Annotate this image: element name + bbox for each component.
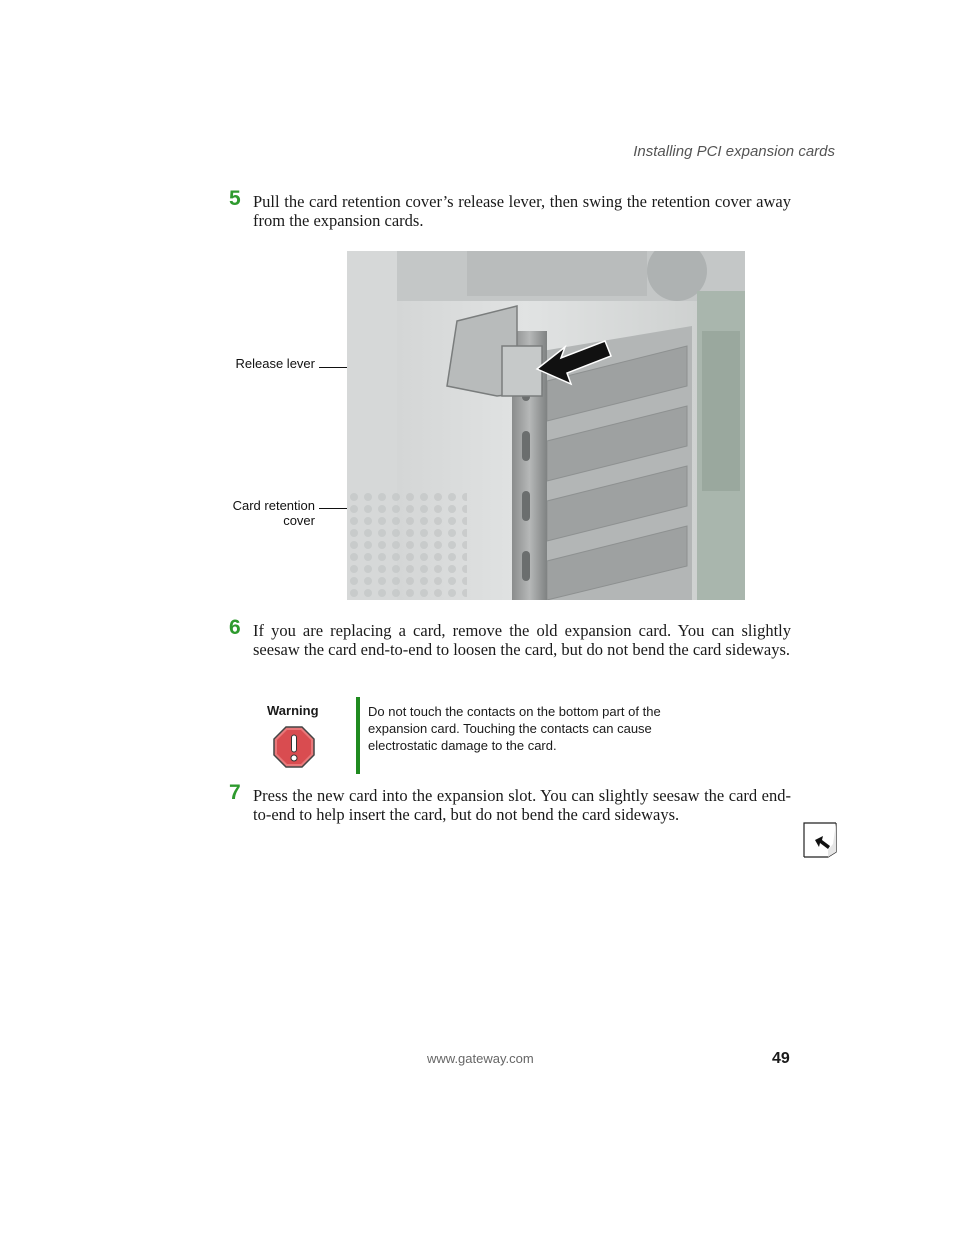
callout-card-retention-cover (200, 498, 315, 528)
running-head: Installing PCI expansion cards (633, 143, 835, 160)
expansion-card-photo (347, 251, 745, 600)
step-5-text: Pull the card retention cover’s release lever, then swing the retention cover away from the expansion cards. (253, 192, 791, 230)
continued-page-icon (803, 822, 837, 858)
callout-line-2: cover (283, 513, 315, 528)
footer-url: www.gateway.com (427, 1051, 534, 1066)
step-number-6: 6 (229, 616, 241, 639)
step-number-7: 7 (229, 781, 241, 804)
step-6-text: If you are replacing a card, remove the old expansion card. You can slightly seesaw the card end-to-end to loosen the card, but do not bend the card sideways. (253, 621, 791, 659)
page-number: 49 (772, 1050, 790, 1067)
warning-title: Warning (267, 703, 319, 718)
warning-text: Do not touch the contacts on the bottom part of the expansion card. Touching the contacts can cause electrostatic damage to the card. (368, 704, 661, 753)
warning-octagon-icon (273, 726, 315, 768)
callout-line-1: Card retention (232, 498, 315, 513)
step-number-5: 5 (229, 187, 241, 210)
warning-divider-bar (356, 697, 360, 774)
step-7-text: Press the new card into the expansion slot. You can slightly seesaw the card end-to-end to help insert the card, but do not bend the card sideways. (253, 786, 791, 824)
callout-release-lever: Release lever (235, 356, 315, 371)
